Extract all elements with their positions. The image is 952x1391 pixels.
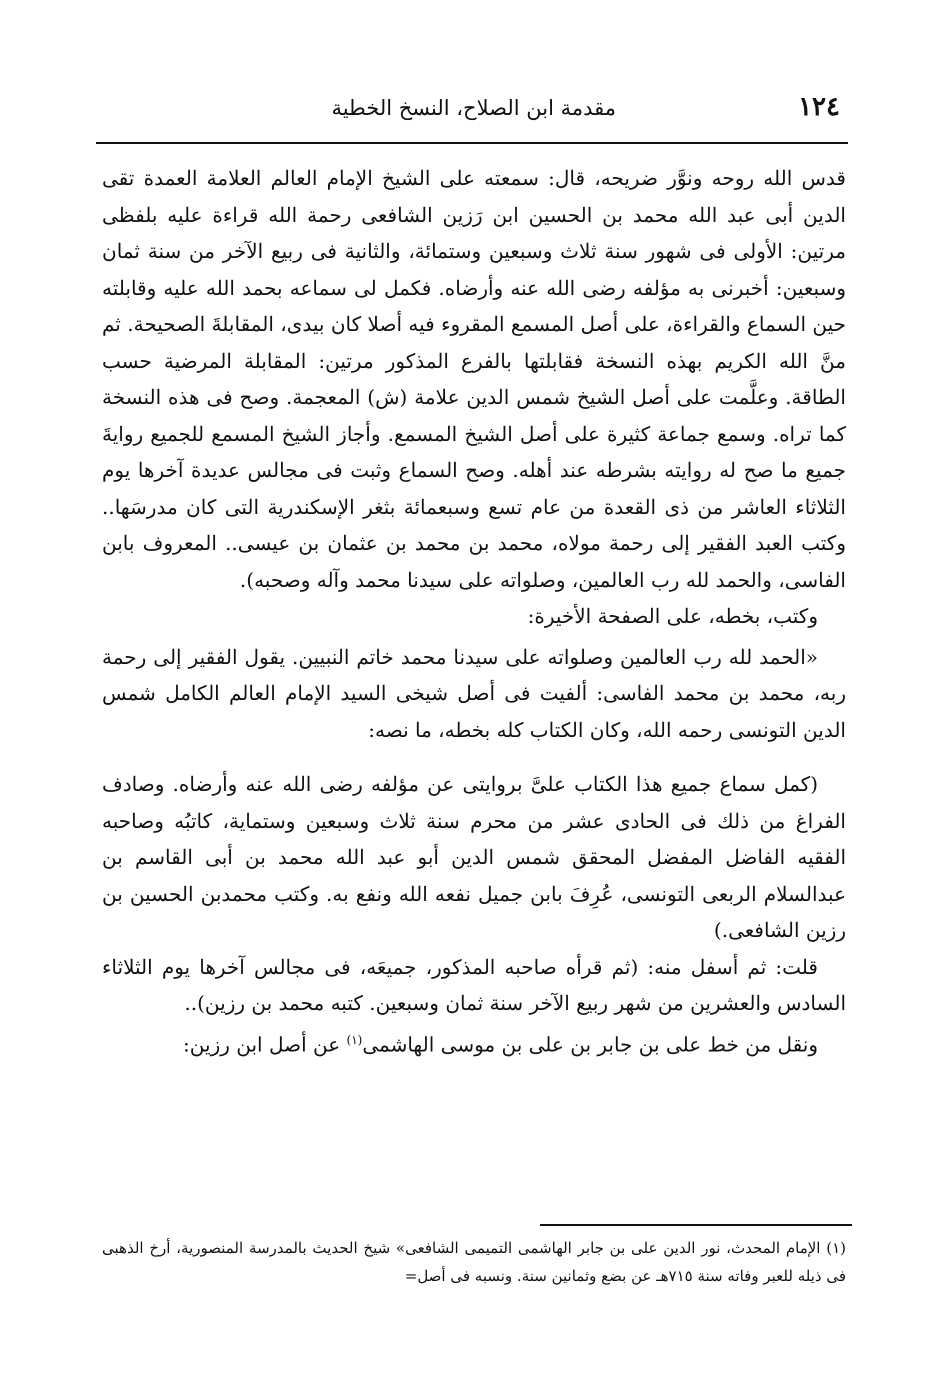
running-title: مقدمة ابن الصلاح، النسخ الخطية <box>331 96 616 120</box>
paragraph-last-page-intro: وكتب، بخطه، على الصفحة الأخيرة: <box>527 604 818 628</box>
header-divider <box>96 142 848 144</box>
paragraph-fasi-quote: «الحمد لله رب العالمين وصلواته على سيدنا محمد خاتم النبيين. يقول الفقير إلى رحمة ربه، محمد بن محمد الفاسى: ألفيت فى أصل شيخى السيد الإمام العالم الكامل شمس الدين التونسى رحمه الله، وكان الكتاب كله بخطه، ما نصه: <box>102 644 847 742</box>
page-number: ١٢٤ <box>798 92 840 122</box>
running-head <box>98 92 846 128</box>
footnote-divider <box>540 1224 852 1226</box>
footnote-text: (١) الإمام المحدث، نور الدين على بن جابر الهاشمى التميمى الشافعى» شيخ الحديث بالمدرسة المنصورية، أرخ الذهبى فى ذيله للعبر وفاته سنة ٧١٥هـ عن بضع وثمانين سنة. ونسبه فى أصل= <box>102 1239 846 1285</box>
paragraph-ibn-razin-note: قلت: ثم أسفل منه: (ثم قرأه صاحبه المذكور، جميعَه، فى مجالس آخرها يوم الثلاثاء السادس والعشرين من شهر ربيع الآخر سنة ثمان وسبعين. كتبه محمد بن رزين).. <box>102 954 846 1015</box>
main-text <box>102 160 846 1063</box>
paragraph-tunisi-note: (كمل سماع جميع هذا الكتاب علىَّ بروايتى عن مؤلفه رضى الله عنه وأرضاه. وصادف الفراغ من ذلك فى الحادى عشر من محرم سنة ثلاث وسبعين وستماية، كاتبُه وصاحبه الفقيه الفاضل المفضل المحقق شمس الدين أبو عبد الله محمد بن أبى القاسم بن عبدالسلام الربعى التونسى، عُرِفَ بابن جميل نفعه الله ونفع به. وكتب محمدبن الحسين بن رزين الشافعى.) <box>102 772 846 942</box>
paragraph-audition-note: قدس الله روحه ونوَّر ضريحه، قال: سمعته على الشيخ الإمام العالم العلامة العمدة تقى الدين أبى عبد الله محمد بن الحسين ابن رَزين الشافعى رحمة الله قراءة عليه بلفظى مرتين: الأولى فى شهور سنة ثلاث وسبعين وستمائة، والثانية فى ربيع الآخر من سنة ثمان وسبعين: أخبرنى به مؤلفه رضى الله عنه وأرضاه. فكمل لى سماعه بحمد الله عليه وقابلته حين السماع والقراءة، على أصل المسمع المقروء فيه أصلا كان بيدى، المقابلةَ الصحيحة. ثم منَّ الله الكريم بهذه النسخة فقابلتها بالفرع المذكور مرتين: المقابلة المرضية حسب الطاقة. وعلَّمت على أصل الشيخ شمس الدين علامة (ش) المعجمة. وصح فى هذه النسخة كما تراه. وسمع جماعة كثيرة على أصل الشيخ المسمع. وأجاز الشيخ المسمع للجميع روايةَ جميع ما صح له روايته بشرطه عند أهله. وصح السماع وثبت فى مجالس عديدة آخرها يوم الثلاثاء العاشر من ذى القعدة من عام تسع وسبعمائة بثغر الإسكندرية التى كان مدرسَها.. وكتب العبد الفقير إلى رحمة مولاه، محمد بن محمد بن عثمان بن عيسى.. المعروف بابن الفاسى، والحمد لله رب العالمين، وصلواته على سيدنا محمد وآله وصحبه). <box>102 166 846 592</box>
footnote-reference: (١) <box>346 1032 363 1047</box>
paragraph-hashimi-transfer <box>102 1022 846 1063</box>
footnote <box>102 1234 846 1290</box>
paragraph-hashimi-tail: عن أصل ابن رزين: <box>183 1032 347 1057</box>
paragraph-hashimi-text: ونقل من خط على بن جابر بن على بن موسى الهاشمى <box>362 1032 818 1057</box>
